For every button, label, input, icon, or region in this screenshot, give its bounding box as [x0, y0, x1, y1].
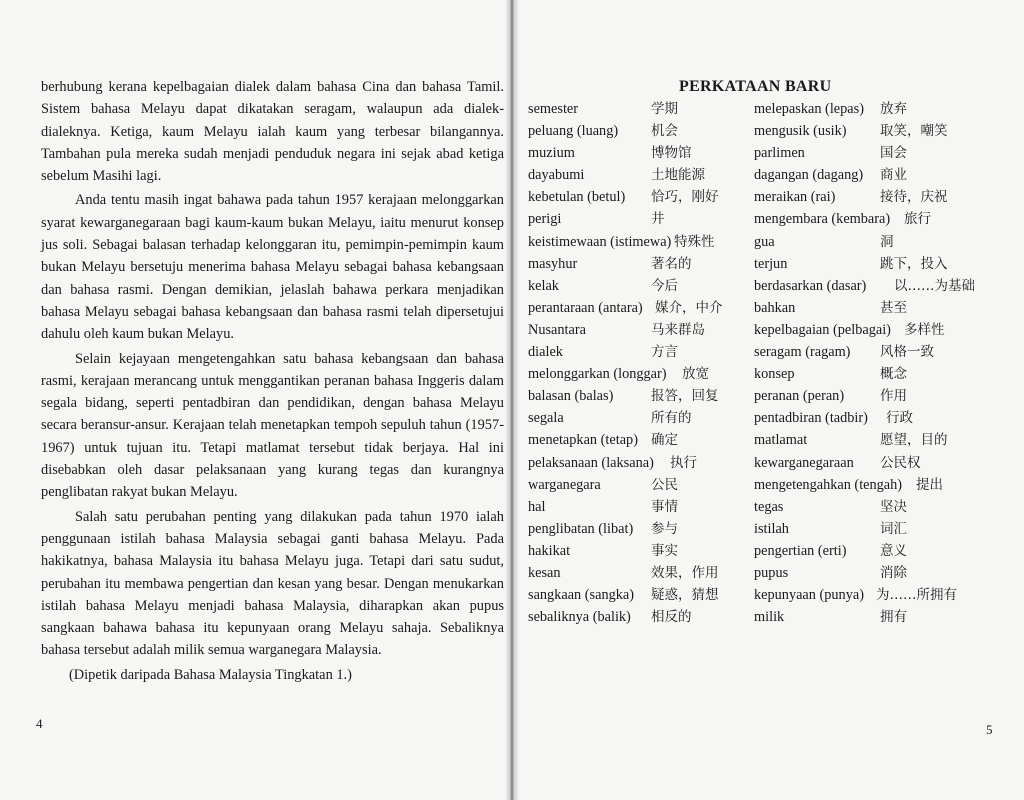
vocab-translation: 所有的: [651, 410, 692, 427]
vocab-entry: [754, 186, 994, 208]
vocab-translation: 取笑，嘲笑: [880, 123, 948, 140]
vocab-entry: [754, 385, 994, 407]
vocab-entry: [528, 120, 753, 142]
vocab-word: melonggarkan (longgar): [528, 366, 667, 383]
vocab-entry: [528, 474, 753, 496]
vocab-entry: [528, 429, 753, 451]
vocabulary-title: PERKATAAN BARU: [679, 78, 832, 95]
vocab-word: dagangan (dagang): [754, 167, 864, 184]
vocab-translation: 事情: [651, 498, 678, 515]
vocab-entry: [528, 297, 753, 319]
vocab-translation: 今后: [651, 277, 678, 294]
vocab-translation: 公民权: [880, 454, 921, 471]
vocab-translation: 词汇: [880, 520, 907, 537]
vocab-entry: [754, 319, 994, 341]
paragraph-4: Salah satu perubahan penting yang dilakukan pada tahun 1970 ialah penggunaan istilah bahasa Malaysia sebagai ganti bahasa Melayu. Pada hakikatnya, bahasa Malaysia itu bahasa Melayu juga. Tetapi dari satu sudut, perubahan itu membawa pengertian dan kesan yang besar. Dengan menukarkan istilah bahasa Melayu menjadi bahasa Malaysia, diharapkan akan pupus sangkaan bahawa bahasa itu kepunyaan orang Melayu sahaja. Sebaliknya bahasa tersebut adalah milik semua warganegara Malaysia.: [41, 508, 504, 659]
vocab-word: pentadbiran (tadbir): [754, 410, 868, 427]
vocab-translation: 事实: [651, 542, 678, 559]
vocab-translation: 媒介，中介: [655, 299, 723, 316]
vocab-word: konsep: [754, 366, 795, 383]
vocab-word: kesan: [528, 564, 561, 581]
vocab-translation: 公民: [651, 476, 678, 493]
vocab-translation: 机会: [651, 123, 678, 140]
vocab-word: kepelbagaian (pelbagai): [754, 321, 891, 338]
vocab-entry: [754, 253, 994, 275]
vocab-translation: 旅行: [904, 211, 931, 228]
vocab-translation: 放弃: [880, 101, 907, 117]
vocab-entry: [754, 562, 994, 584]
vocab-entry: [528, 186, 753, 208]
vocab-word: pupus: [754, 564, 789, 581]
vocab-entry: [528, 452, 753, 474]
vocab-translation: 提出: [916, 476, 943, 493]
paragraph-1: berhubung kerana kepelbagaian dialek dalam bahasa Cina dan bahasa Tamil. Sistem bahasa Melayu dapat dikatakan seragam, walaupun ada dialek-dialeknya. Ketiga, kaum Melayu ialah kaum yang terbesar bilangannya. Tambahan pula mereka sudah menjadi penduduk negara ini sejak abad ketiga sebelum Masihi lagi.: [41, 79, 504, 185]
vocab-word: bahkan: [754, 299, 796, 316]
book-gutter: [505, 0, 519, 800]
vocab-word: kepunyaan (punya): [754, 587, 864, 604]
vocab-entry: [754, 474, 994, 496]
vocab-word: berdasarkan (dasar): [754, 277, 867, 294]
vocab-translation: 意义: [880, 542, 907, 559]
vocab-entry: [754, 606, 994, 628]
vocab-word: peluang (luang): [528, 123, 619, 140]
vocab-entry: [754, 98, 994, 120]
vocab-entry: [754, 341, 994, 363]
vocab-word: tegas: [754, 498, 784, 515]
vocab-word: menetapkan (tetap): [528, 432, 638, 449]
vocab-translation: 国会: [880, 145, 907, 162]
vocab-translation: 洞: [880, 233, 894, 250]
vocab-word: peranan (peran): [754, 388, 845, 405]
vocab-word: gua: [754, 233, 775, 250]
vocab-entry: [528, 606, 753, 628]
vocab-translation: 商业: [880, 167, 907, 184]
vocab-translation: 坚决: [880, 498, 907, 515]
vocab-entry: [528, 496, 753, 518]
vocab-word: dayabumi: [528, 167, 585, 184]
vocab-translation: 恰巧，刚好: [651, 189, 719, 206]
vocab-entry: [754, 164, 994, 186]
vocab-translation: 消除: [880, 564, 907, 581]
vocab-word: masyhur: [528, 255, 578, 272]
vocab-translation: 参与: [651, 520, 678, 537]
vocab-translation: 疑惑，猜想: [651, 587, 719, 604]
vocab-translation: 方言: [651, 344, 678, 361]
vocab-translation: 行政: [886, 410, 913, 427]
vocab-word: seragam (ragam): [754, 344, 851, 361]
vocab-word: pelaksanaan (laksana): [528, 454, 654, 471]
vocab-word: Nusantara: [528, 321, 586, 338]
vocab-word: perigi: [528, 211, 562, 228]
vocab-entry: [754, 363, 994, 385]
vocab-entry: [754, 518, 994, 540]
vocab-translation: 特殊性: [674, 233, 715, 250]
vocab-entry: [754, 231, 994, 253]
vocab-word: mengembara (kembara): [754, 211, 891, 228]
vocab-word: dialek: [528, 344, 563, 361]
vocab-translation: 风格一致: [880, 344, 934, 361]
vocab-entry: [754, 208, 994, 230]
vocab-entry: [754, 407, 994, 429]
vocab-entry: [754, 142, 994, 164]
vocabulary-column-left: [528, 98, 753, 628]
vocab-word: sangkaan (sangka): [528, 587, 634, 604]
vocab-word: hakikat: [528, 542, 571, 559]
vocab-translation: 甚至: [880, 299, 907, 316]
vocab-word: mengetengahkan (tengah): [754, 476, 903, 493]
vocab-entry: [528, 341, 753, 363]
vocab-translation: 报答，回复: [651, 388, 719, 405]
vocab-translation: 效果，作用: [651, 564, 719, 581]
vocab-entry: [754, 275, 994, 297]
vocab-word: keistimewaan (istimewa): [528, 233, 672, 250]
vocab-translation: 井: [651, 211, 665, 228]
vocab-entry: [754, 120, 994, 142]
vocab-word: kebetulan (betul): [528, 189, 626, 206]
vocab-translation: 多样性: [904, 321, 945, 338]
vocab-entry: [528, 562, 753, 584]
vocab-entry: [528, 164, 753, 186]
vocab-translation: 拥有: [880, 609, 907, 626]
vocab-word: meraikan (rai): [754, 189, 836, 206]
vocab-entry: [528, 208, 753, 230]
vocab-word: kewarganegaraan: [754, 454, 854, 471]
source-credit: (Dipetik daripada Bahasa Malaysia Tingkatan 1.): [69, 666, 352, 683]
page-number-left: 4: [36, 716, 43, 731]
vocab-translation: 概念: [880, 366, 907, 383]
vocab-translation: 为……所拥有: [876, 587, 957, 604]
vocab-word: pengertian (erti): [754, 542, 847, 559]
vocab-translation: 作用: [880, 388, 907, 405]
vocab-entry: [528, 540, 753, 562]
vocab-word: semester: [528, 101, 579, 117]
vocabulary-column-right: [754, 98, 994, 628]
vocab-entry: [528, 231, 753, 253]
vocab-translation: 以……为基础: [894, 277, 975, 294]
vocab-translation: 确定: [651, 432, 678, 449]
vocab-translation: 愿望，目的: [880, 432, 948, 449]
paragraph-2: Anda tentu masih ingat bahawa pada tahun 1957 kerajaan melonggarkan syarat kewarganegaraan bagi kaum-kaum bukan Melayu, iaitu menurut konsep jus soli. Sebagai balasan terhadap kelonggaran itu, pemimpin-pemimpin kaum bukan Melayu bersetuju menerima bahasa Melayu sebagai bahasa kebangsaan dan bahasa rasmi. Dengan demikian, jelaslah bahawa perkara menjadikan bahasa Melayu sebagai bahasa kebangsaan dan bahasa rasmi telah dipersetujui dahulu oleh kaum bukan Melayu.: [41, 192, 504, 343]
vocab-word: warganegara: [528, 476, 601, 493]
vocab-word: parlimen: [754, 145, 805, 162]
vocab-word: matlamat: [754, 432, 808, 449]
vocab-entry: [528, 142, 753, 164]
vocab-entry: [754, 297, 994, 319]
vocab-word: penglibatan (libat): [528, 520, 634, 537]
vocab-entry: [528, 253, 753, 275]
vocab-word: sebaliknya (balik): [528, 609, 631, 626]
vocab-word: terjun: [754, 255, 788, 272]
vocab-entry: [528, 363, 753, 385]
vocab-word: mengusik (usik): [754, 123, 847, 140]
vocab-translation: 接待，庆祝: [880, 189, 948, 206]
vocab-translation: 执行: [670, 454, 697, 471]
vocab-entry: [528, 584, 753, 606]
vocab-word: segala: [528, 410, 564, 427]
vocab-translation: 放宽: [682, 366, 709, 383]
vocab-word: balasan (balas): [528, 388, 614, 405]
vocab-entry: [528, 98, 753, 120]
vocab-entry: [754, 540, 994, 562]
vocab-word: melepaskan (lepas): [754, 101, 864, 117]
vocab-entry: [754, 584, 994, 606]
paragraph-3: Selain kejayaan mengetengahkan satu bahasa kebangsaan dan bahasa rasmi, kerajaan merancang untuk menggantikan peranan bahasa Inggeris dalam segala bidang, seperti pentadbiran dan pendidikan, dengan bahasa Melayu secara beransur-ansur. Kerajaan telah menetapkan tempoh sepuluh tahun (1957-1967) untuk tujuan itu. Tetapi matlamat tersebut tidak berjaya. Hal ini disebabkan oleh dasar pelaksanaan yang kurang tegas dan kurangnya penglibatan rakyat bukan Melayu.: [41, 350, 504, 501]
vocab-entry: [528, 518, 753, 540]
vocab-entry: [754, 429, 994, 451]
vocab-translation: 土地能源: [651, 167, 705, 184]
reading-passage: [41, 76, 504, 688]
vocab-word: milik: [754, 609, 785, 626]
vocab-entry: [754, 452, 994, 474]
vocab-entry: [754, 496, 994, 518]
page-number-right: 5: [986, 722, 993, 737]
vocab-entry: [528, 385, 753, 407]
vocab-translation: 跳下，投入: [880, 255, 948, 272]
vocab-translation: 博物馆: [651, 145, 692, 162]
vocab-entry: [528, 319, 753, 341]
vocab-translation: 相反的: [651, 609, 692, 626]
vocab-entry: [528, 407, 753, 429]
vocab-word: hal: [528, 498, 546, 515]
vocab-translation: 著名的: [651, 255, 692, 272]
vocab-word: kelak: [528, 277, 559, 294]
vocab-word: istilah: [754, 520, 789, 537]
vocab-word: perantaraan (antara): [528, 299, 643, 316]
vocab-translation: 学期: [651, 101, 678, 117]
vocab-word: muzium: [528, 145, 575, 162]
vocab-entry: [528, 275, 753, 297]
vocab-translation: 马来群岛: [651, 321, 705, 338]
